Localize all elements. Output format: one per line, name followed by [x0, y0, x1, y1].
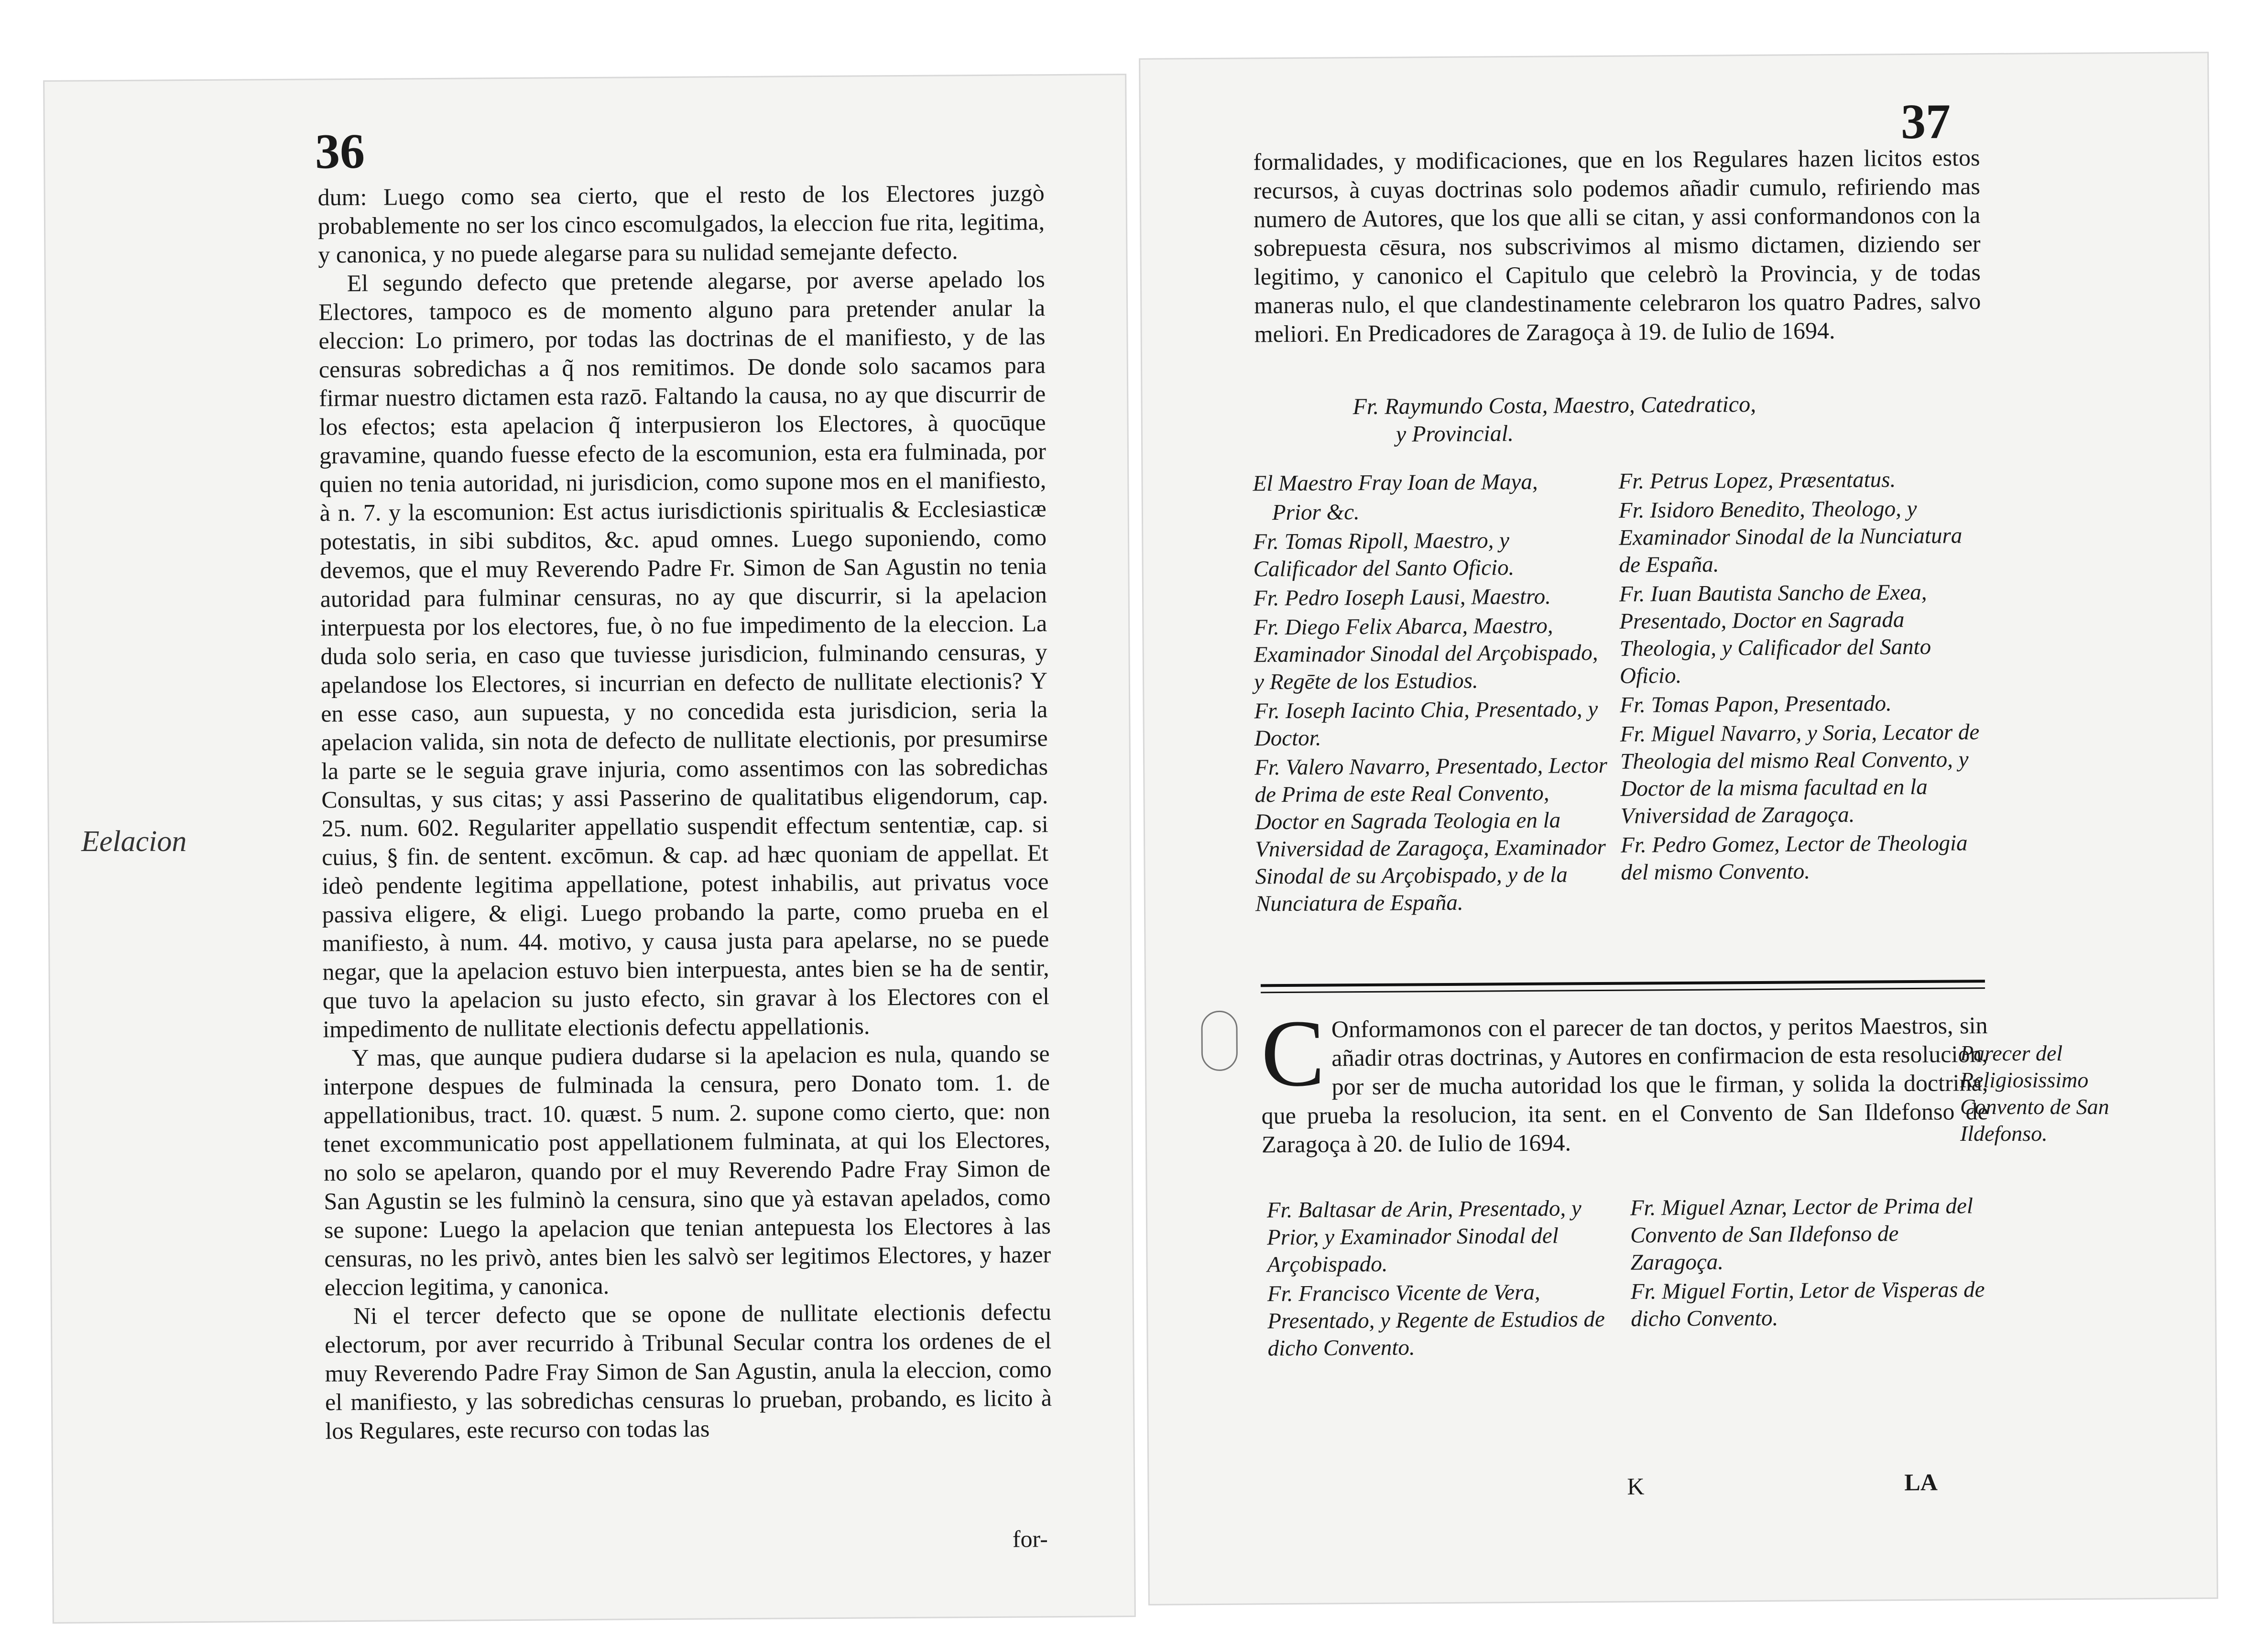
left-page	[44, 75, 1134, 1622]
signature: Fr. Baltasar de Arin, Presentado, y Prior, y Examinador Sinodal del Arçobispado.	[1266, 1196, 1581, 1278]
signature-column-left-2	[1267, 1195, 1622, 1365]
signature: Fr. Miguel Aznar, Lector de Prima del Convento de San Ildefonso de Zaragoça.	[1630, 1193, 1974, 1275]
signature: Fr. Pedro Ioseph Lausi, Maestro.	[1253, 584, 1551, 611]
paragraph: Y mas, que aunque pudiera dudarse si la apelacion es nula, quando se interpone despues de fulminada la censura, pero Donato tom. 1. de appellationibus, tract. 10. quæst. 5 num. 2. supone como cierto, que: non tenet excommunicatio post appellationem fulminata, at qui los Electores, no solo se apelaron, quando por el muy Reverendo Padre Fray Simon de San Agustin se les fulminò la censura, sino que yà estavan apelados, como se supone: Luego la apelacion que tenian antepuesta los Electores à las censuras, no les privò, antes bien les salvò ser legitimos Electores, y hazer eleccion legitima, y canonica.	[323, 1040, 1051, 1301]
signature: Fr. Miguel Fortin, Letor de Visperas de dicho Convento.	[1630, 1277, 1985, 1332]
signature-mark: K	[1627, 1473, 1645, 1500]
signature-column-left	[1253, 468, 1609, 920]
signature: Prior &c.	[1272, 500, 1360, 525]
paragraph: El segundo defecto que pretende alegarse, por averse apelado los Electores, tampoco es de momento alguno para pretender anular la eleccion: Lo primero, por todas las doctrinas de el manifiesto, y de las censuras sobredichas a q̃ nos remitimos. De donde solo sacamos para firmar nuestro dictamen esta razō. Faltando la causa, no ay que discurrir de los efectos; esta apelacion q̃ interpusieron los Electores, à quocūque gravamine, quando fuesse efecto de la escomunion, esta era fulminada, por quien no tenia autoridad, ni jurisdicion, como supone mos en el manifiesto, à n. 7. y la escomunion: Est actus iurisdictionis spiritualis & Ecclesiasticæ potestatis, in sibi subditos, &c. apud omnes. Luego suponiendo, como devemos, que el muy Reverendo Padre Fr. Simon de San Agustin no tenia autoridad para fulminar censuras, no ay que discurrir, si la apelacion interpuesta por los electores, fue, ò no fue impedimento de la eleccion. La duda solo seria, en caso que tuviesse jurisdicion, fulminando censuras, y apelandose los Electores, si incurrian en defecto de nullitate electionis? Y en esse caso, aun supuesta, y no concedida esta jurisdicion, seria la apelacion valida, sin nota de defecto de nullitate electionis, por presumirse la parte se le seguia grave injuria, como assentimos con las sobredichas Consultas, y sus citas; y assi Passerino de qualitatibus eligendorum, cap. 25. num. 602. Regulariter appellatio suspendit effectum sententiæ, cap. si cuius, § fin. de sentent. excōmun. & cap. ad hæc quoniam de appellat. Et ideò pendente legitima appellatione, potest inhabilis, aut privatus voce passiva eligere, & eligi. Luego probando la parte, como prueba en el manifiesto, à num. 44. motivo, y causa justa para apelarse, no se puede negar, que la apelacion estuvo bien interpuesta, antes bien se ha de sentir, que tuvo la apelacion su justo efecto, sin gravar à los Electores con el impedimento de nullitate electionis defectu appellationis.	[318, 265, 1050, 1043]
drop-cap: C	[1261, 1000, 1325, 1107]
paragraph: Ni el tercer defecto que se opone de nullitate electionis defectu electorum, por aver recurrido à Tribunal Secular contra los ordenes de el muy Reverendo Padre Fray Simon de San Agustin, anula la eleccion, como el manifiesto, y las sobredichas censuras lo prueban, probando, es licito à los Regulares, este recurso con todas las	[325, 1298, 1052, 1444]
signature: Fr. Diego Felix Abarca, Maestro, Examinador Sinodal del Arçobispado, y Regēte de los Estudios.	[1254, 613, 1598, 695]
signature: Fr. Petrus Lopez, Præsentatus.	[1618, 467, 1896, 494]
signature: Fr. Francisco Vicente de Vera, Presentado, y Regente de Estudios de dicho Convento.	[1267, 1279, 1605, 1361]
signature-column-right-2	[1630, 1192, 1995, 1335]
signature: Fr. Pedro Gomez, Lector de Theologia del mismo Convento.	[1621, 830, 1968, 885]
catchword: for-	[1012, 1525, 1048, 1552]
paragraph: dum: Luego como sea cierto, que el resto de los Electores juzgò probablemente no ser los cinco escomulgados, la eleccion fue rita, legitima, y canonica, y no puede alegarse para su nulidad semejante defecto.	[317, 179, 1045, 268]
left-page-text	[317, 178, 1052, 1445]
right-page	[1140, 53, 2217, 1604]
page-number: 36	[315, 123, 365, 179]
primary-signature: Fr. Raymundo Costa, Maestro, Catedratico, y Provincial.	[1352, 391, 1756, 447]
opening-paragraph: formalidades, y modificaciones, que en los Regulares hazen licitos estos recursos, à cuyas doctrinas solo podemos añadir cumulo, refiriendo mas numero de Autores, que los que alli se citan, y assi conformandonos con la sobrepuesta cēsura, nos subscrivimos al mismo dictamen, diziendo ser legitimo, y canonico el Capitulo que celebrò la Provincia, y de todas maneras nulo, el que clandestinamente celebraron los quatro Padres, salvo meliori. En Predicadores de Zaragoça à 19. de Iulio de 1694.	[1253, 144, 1981, 348]
page-number: 37	[1900, 94, 1951, 150]
signature: Fr. Iuan Bautista Sancho de Exea, Presentado, Doctor en Sagrada Theologia, y Calificador del Santo Oficio.	[1619, 579, 1931, 688]
signature: Fr. Tomas Papon, Presentado.	[1620, 691, 1892, 718]
signature: Fr. Isidoro Benedito, Theologo, y Examinador Sinodal de la Nunciatura de España.	[1618, 496, 1963, 578]
margin-note: Parecer del Religiosissimo Convento de San Ildefonso.	[1960, 1041, 2109, 1146]
section-divider	[1261, 980, 1985, 993]
signature: El Maestro Fray Ioan de Maya,	[1253, 469, 1538, 496]
signature-column-right	[1618, 466, 1984, 888]
signature: Fr. Miguel Navarro, y Soria, Lecator de Theologia del mismo Real Convento, y Doctor de la misma facultad en la Vniversidad de Zaragoça.	[1620, 720, 1980, 829]
signature: Fr. Ioseph Iacinto Chia, Presentado, y Doctor.	[1254, 697, 1598, 751]
signature: Fr. Valero Navarro, Presentado, Lector de Prima de este Real Convento, Doctor en Sagrada Teologia en la Vniversidad de Zaragoça, Examinador Sinodal de su Arçobispado, y de la Nunciatura de España.	[1254, 753, 1607, 917]
archive-stamp	[1201, 1011, 1238, 1071]
catchword: LA	[1904, 1468, 1938, 1496]
handwritten-note: Eelacion	[81, 825, 187, 858]
second-paragraph: C Onformamonos con el parecer de tan doctos, y peritos Maestros, sin añadir otras doctrinas, y Autores en confirmacion de esta resolucion, por ser de mucha autoridad los que le firman, y solida la doctrina, que prueba la resolucion, ita sent. en el Convento de San Ildefonso de Zaragoça à 20. de Iulio de 1694.	[1261, 1000, 1988, 1158]
signature: Fr. Tomas Ripoll, Maestro, y Calificador del Santo Oficio.	[1253, 528, 1515, 582]
